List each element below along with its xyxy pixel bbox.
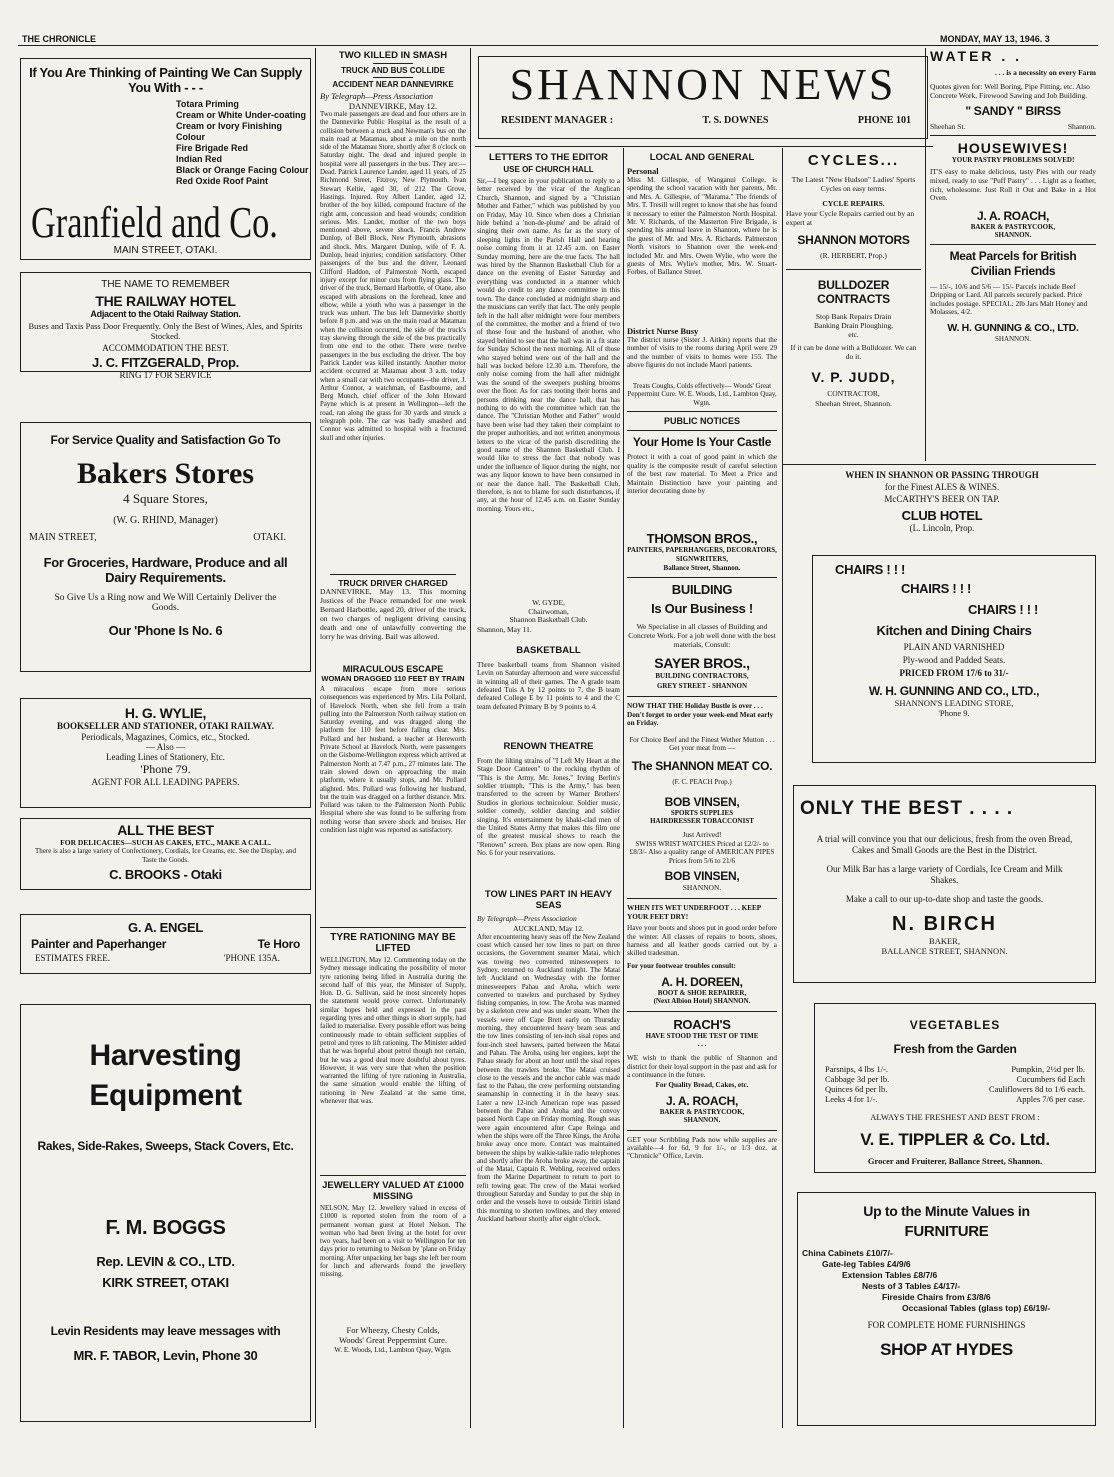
town: OTAKI. xyxy=(253,532,286,543)
local-nurse-h: District Nurse Busy xyxy=(627,326,699,336)
brooks-title: ALL THE BEST xyxy=(117,822,214,838)
engel-name: G. A. ENGEL xyxy=(128,920,203,935)
cycles-title: CYCLES... xyxy=(807,152,900,169)
price-item: Parsnips, 4 lbs 1/-. xyxy=(825,1064,889,1074)
birch-body3: Make a call to our up-to-date shop and taste the goods. xyxy=(845,894,1044,904)
club-hotel-ad xyxy=(788,470,1096,548)
cycles-prop: (R. HERBERT, Prop.) xyxy=(820,251,887,260)
birch-addr: BALLANCE STREET, SHANNON. xyxy=(881,946,1008,956)
hydes-items xyxy=(798,1248,1095,1314)
price-row xyxy=(825,1094,1085,1104)
water-name: " SANDY " BIRSS xyxy=(965,104,1061,118)
cycles-body: The Latest "New Hudson" Ladies' Sports Cycles on easy terms. xyxy=(791,175,916,193)
letters-h1: LETTERS TO THE EDITOR xyxy=(489,152,608,163)
railway-ring: RING 17 FOR SERVICE xyxy=(119,370,212,380)
woods-line2: Woods' Great Peppermint Cure. xyxy=(338,1335,448,1345)
tyre-h1: TYRE RATIONING MAY BE LIFTED xyxy=(330,932,456,954)
doreen-name: A. H. DOREEN, xyxy=(661,974,743,989)
cycles-name: SHANNON MOTORS xyxy=(797,233,910,247)
item: Totara Priming xyxy=(176,99,239,109)
sign3: Shannon Basketball Club. xyxy=(509,615,588,625)
tow-place: AUCKLAND, May 12. xyxy=(513,923,584,933)
sayer-body: We Specialise in all classes of Building and Concrete Work. For a job well done with the best materials, Consult: xyxy=(628,622,776,650)
parcels-town: SHANNON. xyxy=(995,334,1031,343)
renown-body: From the lilting strains of "I Left My Heart at the Stage Door Canteen" to the rocking rhythm of "This is the Army, Mr. Jones," Irving Berlin's soldier triumph, "This is the Army," has been transferred to the screen by Warner Brothers' Studios in glorious technicolour. Soldier music, soldier comedy, soldier dancing and soldier singing. It's entertainment by khaki-clad men of the United States Army that makes this film one of the greatest musical shows to reach the "Renown" screen. Box plans are now open. Ring No. 6 for your reservations. xyxy=(477,756,620,858)
railway-line1: THE NAME TO REMEMBER xyxy=(101,279,230,290)
item: Fire Brigade Red xyxy=(176,143,249,153)
boggs-title1: Harvesting xyxy=(89,1039,242,1072)
granfield-name: Granfield and Co. xyxy=(31,198,278,247)
truck-h1: TRUCK DRIVER CHARGED xyxy=(338,578,448,588)
vinsen-name: BOB VINSEN, xyxy=(664,795,740,809)
vinsen-name2: BOB VINSEN, xyxy=(664,869,740,884)
vinsen-arrived: Just Arrived! xyxy=(682,829,722,839)
wylie-agent: AGENT FOR ALL LEADING PAPERS. xyxy=(91,777,240,787)
bulldozer-items: Stop Bank Repairs Drain Banking Drain Ploughing, etc. xyxy=(814,312,893,339)
roach-sub: HAVE STOOD THE TEST OF TIME . . . xyxy=(645,1031,759,1049)
renown-h1: RENOWN THEATRE xyxy=(503,740,594,752)
price-row xyxy=(825,1064,1085,1074)
chairs-ad xyxy=(812,555,1096,763)
cycles-body2: Have your Cycle Repairs carried out by an expert at xyxy=(786,209,915,227)
local-body: Miss M. Gillespie, of Wanganui College, is spending the school vacation with her parents, Mr. and Mrs. A. Gillespie, of "Marama." The friends of Mrs. T. Tresill will regret to know that she has found it necessary to enter the Palmerston North Hospital. Mr. V. Richards, of the Masterton Fire Brigade, is spending his annual leave in Shannon, where he is the guest of Mr. and Mrs. A. Richards. Palmerston North visitors to Shannon over the week-end included Mr. and Mrs. Owen Wylie, who were the guests of Mrs. Wylie's mother, Mrs. W. Stuart-Forbes, of Ballance Street. xyxy=(627,176,777,277)
furniture-item: Extension Tables £8/7/6 xyxy=(842,1270,938,1280)
col2 xyxy=(320,50,466,1430)
chairs-name: W. H. GUNNING AND CO., LTD., xyxy=(868,684,1040,698)
bulldozer-line: If it can be done with a Bulldozer. We can do it. xyxy=(790,343,917,361)
engel-est-row xyxy=(21,953,310,963)
wylie-sub: BOOKSELLER AND STATIONER, OTAKI RAILWAY. xyxy=(56,721,275,731)
club-name: CLUB HOTEL xyxy=(901,508,983,523)
doreen-line2: For your footwear troubles consult: xyxy=(627,961,736,970)
bakers-phone: Our 'Phone Is No. 6 xyxy=(108,623,223,638)
brooks-line2: There is also a large variety of Confectionery, Cordials, Ice Creams, etc. See the Display, and Taste the Goods. xyxy=(35,847,296,864)
brooks-line1: FOR DELICACIES—SUCH AS CAKES, ETC., MAKE A CALL. xyxy=(60,838,271,847)
boggs-ad xyxy=(20,1004,311,1422)
jewel-h1: JEWELLERY VALUED AT £1000 MISSING xyxy=(322,1180,464,1202)
page-number: 3 xyxy=(1044,34,1050,44)
bakers-name: Bakers Stores xyxy=(77,457,254,490)
truck-body: DANNEVIRKE, May 13. This morning Justices of the Peace remanded for one week Bernard Harbottle, aged 20, driver of the truck, on two charges of negligent driving causing death and one of unlawfully converting the lorry he was driving. Bail was allowed. xyxy=(320,587,466,641)
furniture-item: China Cabinets £10/7/- xyxy=(802,1248,893,1258)
bakers-stores-ad xyxy=(20,422,311,672)
birch-sub: BAKER, xyxy=(929,936,960,946)
wylie-name: H. G. WYLIE, xyxy=(124,705,207,721)
bakers-mgr: (W. G. RHIND, Manager) xyxy=(113,515,218,526)
sayer-title2: Is Our Business ! xyxy=(651,601,753,617)
price-item: Apples 7/6 per case. xyxy=(1016,1094,1085,1104)
wylie-phone: 'Phone 79. xyxy=(140,762,191,776)
birch-body2: Our Milk Bar has a large variety of Cordials, Ice Cream and Milk Shakes. xyxy=(826,864,1063,885)
hydes-title2: FURNITURE xyxy=(904,1223,989,1240)
sayer-sub: BUILDING CONTRACTORS, xyxy=(655,672,749,681)
est: ESTIMATES FREE. xyxy=(35,953,111,963)
bakers-address xyxy=(21,526,310,543)
vinsen-town: SHANNON. xyxy=(682,883,722,893)
furniture-item: Gate-leg Tables £4/9/6 xyxy=(822,1259,911,1269)
tow-by: By Telegraph—Press Association xyxy=(477,913,577,923)
water-sub: . . . is a necessity on every Farm xyxy=(994,68,1096,77)
bakers-sub: 4 Square Stores, xyxy=(123,491,208,506)
price-row xyxy=(825,1084,1085,1094)
veg-prices xyxy=(815,1064,1095,1104)
col5 xyxy=(786,152,921,464)
veg-name: V. E. TIPPLER & Co. Ltd. xyxy=(860,1130,1050,1149)
smash-h2: TRUCK AND BUS COLLIDE xyxy=(341,66,445,75)
chairs-c1: CHAIRS ! ! ! xyxy=(835,562,906,577)
thomson-title: Your Home Is Your Castle xyxy=(632,435,772,450)
club-line1: WHEN IN SHANNON OR PASSING THROUGH xyxy=(845,470,1039,480)
meat-prop: (F. C. PEACH Prop.) xyxy=(672,778,732,786)
boggs-items: Rakes, Side-Rakes, Sweeps, Stack Covers, Etc. xyxy=(37,1139,294,1153)
letters-body: Sir,—I beg space in your publication to reply to a letter received by the vicar of the Anglican Church, Shannon, and signed by a "Christian Mother and Father," which was published by you on Friday, May 10. Since when does a Christian hide behind a 'non-de-plume' and be afraid of singing their own name. As far as the story of sleeping lights in the Parish Hall and hearing noise coming from it at 12.45 a.m. on Easter Sunday morning, here are the true facts. The hall was hired by the Shannon Basketball Club for a dance on the evening of Easter Saturday and everything was conducted in a manner which would do credit to any dance committee in this town. The dance concluded at midnight sharp and the musicians can verify that fact. The only people left in the hall after midnight were four members of the committee, the mother and a friend of two of those four and the husband of another, who stayed behind to see that the hall was in a fit state for Sunday School the next morning. All of those who stayed behind were out of the hall and the hall was locked before 12.30 a.m. Therefore, the only noise coming from the hall after midnight was the sound of the sweepers pushing brooms over the floor. As for cars tooting their horns and persons drinking near the dance hall, that has nothing to do with the committee which ran the dance. The "Christian Mother and Father" would have been wise had they taken their complaint to the proper authorities, and not written anonymous letters to the vicar of the parish discrediting the good name of the Shannon Basketball Club. I would like to stress the fact that nobody was under the influence of liquor during the night, nor was any liquor known to have been consumed in or near the dance hall. The Basketball Club, therefore, is not to blame for such disturbances, if any, at the hour of 12.45 a.m. on Easter Sunday morning. Yours etc., xyxy=(477,177,620,513)
shannon-title: SHANNON NEWS xyxy=(509,60,897,109)
smash-h3: ACCIDENT NEAR DANNEVIRKE xyxy=(332,80,454,89)
notices-h1: PUBLIC NOTICES xyxy=(663,416,740,427)
water-addr xyxy=(930,122,1096,131)
doreen-line1: WHEN ITS WET UNDERFOOT . . . KEEP YOUR FEET DRY! xyxy=(627,904,761,921)
sayer-title1: BUILDING xyxy=(671,582,733,598)
basket-h1: BASKETBALL xyxy=(516,644,581,656)
engel-ad xyxy=(20,914,311,974)
col4 xyxy=(627,152,777,1427)
boggs-street: KIRK STREET, OTAKI xyxy=(102,1275,229,1290)
railway-hotel-ad xyxy=(20,272,311,380)
bulldozer-sub: CONTRACTOR, xyxy=(827,389,880,398)
club-line3: McCARTHY'S BEER ON TAP. xyxy=(884,494,1000,504)
housewives-sub2: BAKER & PASTRYCOOK, SHANNON. xyxy=(970,222,1056,240)
brooks-name: C. BROOKS - Otaki xyxy=(109,867,222,882)
item: Red Oxide Roof Paint xyxy=(176,176,269,186)
railway-text: Buses and Taxis Pass Door Frequently. Only the Best of Wines, Ales, and Spirits Stocked. xyxy=(28,321,303,341)
boggs-rep: Rep. LEVIN & CO., LTD. xyxy=(96,1254,235,1269)
engel-trade-row xyxy=(21,935,310,953)
bakers-line2: For Groceries, Hardware, Produce and all Dairy Requirements. xyxy=(43,555,288,585)
chairs-sub: SHANNON'S LEADING STORE, xyxy=(894,698,1014,708)
tow-body: After encountering heavy seas off the New Zealand coast which caused her tow lines to part on three occasions, the Government steamer Matai, which was towing two converted minesweepers to Sydney, returned to Auckland tonight. The Matai left Auckland on Wednesday with the former minesweepers Pahau and Aroha, which were converted to trawlers and purchased by Sydney fishing companies, in tow. The Aroha was manned by a skeleton crew and was under steam. When the vessels were off Cape Brett early on Thursday morning, they encountered heavy beam seas and the tow lines consisting of ten-inch sisal ropes and four-inch steel hawsers, parted between the Matai and Pahau. The Aroha, using her engines, kept the Pahau steady for about an hour until the sisal ropes between the trawlers broke. The Matai cruised close to the vessels and the anchor cable was made fast to the Pahau, the crew performing outstanding seamanship in connecting it in the heavy seas. Later a new 12-inch American rope was passed between the Pahau and Aroha and the convoy passed North Cape on Friday morning. Rough seas were again encountered after Cape Reinga and when the ships were off the Three Kings, the Aroha broke away once more. Contact was maintained between the ships by walkie-talkie radio telephones and shortly after the Aroha broke away, the captain of the Matai, Captain R. Webling, received orders from the Marine Department to return to port to refit towing gear. The crew of the Matai worked throughout Saturday and Sunday to put the ship in order and the vessels hove to outside Tiritiri island this morning to shorten towlines, and they entered Auckland harbour shortly after eight o'clock. xyxy=(477,933,620,1223)
phone: 'PHONE 135A. xyxy=(223,953,280,963)
town: Shannon. xyxy=(1067,122,1096,131)
price-item: Cabbage 3d per lb. xyxy=(825,1074,890,1084)
local-nurse: The district nurse (Sister J. Aitkin) reports that the number of visits to the rooms during April were 29 and the number of visits to homes were 155. The above figures do not include Maori patients. xyxy=(627,336,777,370)
price-item: Cauliflowers 8d to 1/6 each. xyxy=(988,1084,1085,1094)
birch-title: ONLY THE BEST . . . . xyxy=(800,798,1014,819)
wylie-text: Periodicals, Magazines, Comics, etc., Stocked. xyxy=(81,732,250,742)
pads-text: GET your Scribbling Pads now while supplies are available—4 for 6d, 9 for 1/-, or 1/3 doz. at "Chronicle" Office, Levin. xyxy=(627,1135,777,1161)
meat-line1: NOW THAT THE Holiday Bustle is over . . . Don't forget to order your week-end Meat early on Friday. xyxy=(627,702,774,728)
item: Cream or White Under-coating xyxy=(176,110,307,120)
hydes-name: SHOP AT HYDES xyxy=(880,1340,1013,1359)
wylie-ad xyxy=(20,698,311,808)
manager-label: RESIDENT MANAGER : xyxy=(501,115,614,126)
roach-body: WE wish to thank the public of Shannon and district for their loyal support in the past and ask for a continuance in the future. xyxy=(627,1054,777,1080)
roach-title: ROACH'S xyxy=(673,1016,731,1032)
roach-name: J. A. ROACH, xyxy=(666,1093,738,1108)
cycles-line: CYCLE REPAIRS. xyxy=(822,199,885,208)
veg-title: VEGETABLES xyxy=(909,1018,1001,1032)
col3 xyxy=(477,152,620,1427)
tow-h1: TOW LINES PART IN HEAVY SEAS xyxy=(484,888,613,911)
local-h1: LOCAL AND GENERAL xyxy=(649,152,755,163)
escape-h2: WOMAN DRAGGED 110 FEET BY TRAIN xyxy=(321,674,465,683)
shannon-phone: PHONE 101 xyxy=(857,115,911,126)
thomson-addr: Ballance Street, Shannon. xyxy=(663,564,741,573)
bulldozer-name: V. P. JUDD, xyxy=(811,369,896,385)
item: Indian Red xyxy=(176,154,223,164)
boggs-tabor: MR. F. TABOR, Levin, Phone 30 xyxy=(73,1348,258,1363)
tyre-body: WELLINGTON, May 12. Commenting today on the Sydney message indicating the possibility of motor tyre rationing being lifted in Australia during the second half of this year, the Minister of Supply, Hon. D. G. Sullivan, said he most sincerely hopes the statement would prove correct. Unfortunately similar hopes held and expressed in the past regarding tyres and other things in short supply, had failed to materialise. Every possible effort was being continuously made to obtain sufficient supplies of petrol and tyres to lift rationing. The Minister added that he was hopeful about petrol though not certain, but he was a good deal more doubtful about tyres. However, it was very sure that when the position warranted the lifting of tyre rationing in Australia, the same situation would enable the lifting of rationing in New Zealand at the same time, whenever that was. xyxy=(320,957,466,1106)
bakers-line1: For Service Quality and Satisfaction Go To xyxy=(50,433,281,447)
sign1: W. GYDE, xyxy=(532,598,565,607)
price-item: Leeks 4 for 1/-. xyxy=(825,1094,878,1104)
club-prop: (L. Lincoln, Prop. xyxy=(909,523,975,533)
shannon-news-banner xyxy=(478,56,928,139)
granfield-items xyxy=(176,99,310,187)
local-treats: Treats Coughs, Colds effectively— Woods' Great Peppermint Cure. W. E. Woods, Ltd., Lambton Quay, Wgtn. xyxy=(627,382,777,407)
smash-h1: TWO KILLED IN SMASH xyxy=(338,50,448,61)
price-row xyxy=(825,1074,1085,1084)
brooks-ad xyxy=(20,818,311,890)
granfield-address: MAIN STREET, OTAKI. xyxy=(113,245,218,256)
hydes-line: FOR COMPLETE HOME FURNISHINGS xyxy=(867,1320,1026,1330)
wylie-also: — Also — xyxy=(145,742,185,752)
wylie-text2: Leading Lines of Stationery, Etc. xyxy=(106,752,225,762)
price-item: Quinces 6d per lb. xyxy=(825,1084,888,1094)
price-item: Pumpkin, 2½d per lb. xyxy=(1011,1064,1085,1074)
date: MONDAY, MAY 13, 1946. xyxy=(940,34,1043,44)
escape-body: A miraculous escape from more serious consequences was experienced by Mrs. Lila Pollard, of Havelock North, when she fell from a train pulling into the Palmerston North railway station on Saturday evening, and was dragged along the platform for 110 feet before falling clear. Mrs. Pollard and her husband, a teacher at Hereworth Private School at Havelock North, were passengers on the Gisborne-Wellington express which arrived at Palmerston North at 7.47 p.m., 27 minutes late. The train slowed down on approaching the main platform, where it usually stops, and Mr. Pollard alighted. Mrs. Pollard was following her husband, but the train was dragged on a further distance. Mrs. Pollard was taken to the Palmerston North Public Hospital where she was found to be suffering from nothing worse than severe shock and bruises. Her condition last night was reported as satisfactory. xyxy=(320,686,466,835)
jewel-body: NELSON, May 12. Jewellery valued in excess of £1000 is reported stolen from the room of a permanent woman guest at Hotel Nelson. The woman who had been living at the hotel for over two years, had been on a visit to Wellington for ten days prior to returning to Nelson by 'plane on Friday morning. After unpacking her bags she left her room for lunch and afterwards found the jewellery missing. xyxy=(320,1205,466,1279)
letters-date: Shannon, May 11. xyxy=(477,624,532,634)
railway-accom: ACCOMMODATION THE BEST. xyxy=(102,343,229,353)
chairs-l1: PLAIN AND VARNISHED xyxy=(903,642,1005,652)
housewives-sub: YOUR PASTRY PROBLEMS SOLVED! xyxy=(951,156,1075,164)
parcels-title: Meat Parcels for British Civilian Friends xyxy=(949,248,1077,278)
water-title: WATER . . xyxy=(930,48,1023,64)
woods-line1: For Wheezy, Chesty Colds, xyxy=(346,1325,440,1335)
price-item: Cucumbers 6d Each xyxy=(1016,1074,1085,1084)
town: Te Horo xyxy=(257,937,300,951)
roach-line: For Quality Bread, Cakes, etc. xyxy=(655,1080,749,1089)
housewives-title: HOUSEWIVES! xyxy=(957,140,1069,156)
street: MAIN STREET, xyxy=(29,532,97,543)
vinsen-body: SWISS WRIST WATCHES Priced at £2/2/- to £8/3/- Also a quality range of AMERICAN PIPES Prices from 5/6 to 21/6 xyxy=(629,839,775,865)
meat-line2: For Choice Beef and the Finest Wether Mutton . . . Get your meat from — xyxy=(629,735,775,753)
masthead-left: THE CHRONICLE xyxy=(22,34,96,44)
furniture-item: Occasional Tables (glass top) £6/19/- xyxy=(902,1303,1051,1313)
doreen-body: Have your boots and shoes put in good order before the winter. All classes of repairs to boots, shoes, harness and all leather goods carried out by a skilled tradesman. xyxy=(627,924,777,958)
vegetables-ad xyxy=(814,1003,1096,1173)
boggs-name: F. M. BOGGS xyxy=(105,1217,226,1239)
col6 xyxy=(930,48,1096,460)
housewives-name: J. A. ROACH, xyxy=(977,208,1049,223)
bulldozer-addr: Sheehan Street, Shannon. xyxy=(815,399,892,408)
trade: Painter and Paperhanger xyxy=(31,937,167,951)
masthead-date xyxy=(940,34,1050,44)
veg-sub: Fresh from the Garden xyxy=(893,1042,1017,1056)
furniture-item: Fireside Chairs from £3/8/6 xyxy=(882,1292,991,1302)
sign2: Chairwoman, xyxy=(528,606,569,616)
letters-h2: USE OF CHURCH HALL xyxy=(503,165,594,174)
smash-body: Two male passengers are dead and four others are in the Dannevirke Public Hospital as the result of a collision between a truck and Newman's bus on the main road at Matamau, about a mile on the north side of the Matamau Store, shortly after 8 o'clock on Saturday night. The dead and injured people in hospital were all passengers in the bus. They are:— Dead. Patrick Laurence Lander, aged 11 years, of 25 Richmond Street, Fitzroy, New Plymouth. Ivan Stewart Keltie, aged 30, of 212 The Grove, Hastings. Injured. Roy Albert Lander, aged 12, brother of the boy killed, compound fracture of the right arm, concussion and head wounds; condition serious. Mrs. Lander, mother of the two boys mentioned above, severe shock. Francis Andrew Dunlop, of Bell Block, New Plymouth, abrasions and shock. Mrs. Margaret Dunlop, wife of F. A. Dunlop, head injuries; condition satisfactory. Other passengers of the bus and the driver, Leonard Clifford Haddon, of Palmerston North, escaped injury except for minor cuts from flying glass. The driver of the truck, Bernard Harbottle, of Otane, also escaped with abrasions on the forehead, knee and elbow, while a youth who was a passenger in the truck was unhurt. The bus left Dannevirke shortly before 8 p.m. and was on the main road at Matamau when the collision occurred, the side of the truck's tray skewing through the side of the bus practically from one end to the other. There were twelve passengers in the bus excluding the driver. The boy Patrick Lander was killed instantly. Another motor accident occurred at Matamau about 3 a.m. today when a small car with two occupants—the driver, J. Arthur Connor, a watchman, of Eastbourne, and Berg Munch, chief officer of the John Howard Payne which is at present in Wellington—left the road, ran along the grass for 30 yards and struck a telegraph pole. The car was badly smashed and Connor was admitted to hospital with a fractured skull and other injuries. xyxy=(320,111,466,442)
item: Black or Orange Facing Colour xyxy=(176,165,309,175)
escape-h1: MIRACULOUS ESCAPE xyxy=(342,664,444,674)
hydes-title1: Up to the Minute Values in xyxy=(863,1203,1030,1219)
thomson-body: Protect it with a coat of good paint in which the quality is the composite result of careful selection of the best raw material. To Meet a Price and Maintain Distinction have your painting and interior decorating done by xyxy=(627,453,777,496)
smash-place: DANNEVIRKE, May 12. xyxy=(348,101,438,111)
birch-name: N. BIRCH xyxy=(892,913,997,935)
roach-sub2: BAKER & PASTRYCOOK, SHANNON. xyxy=(659,1107,745,1125)
street: Sheehan St. xyxy=(930,122,966,131)
boggs-levin: Levin Residents may leave messages with xyxy=(50,1324,281,1338)
veg-sub2: Grocer and Fruiterer, Ballance Street, Shannon. xyxy=(867,1156,1043,1166)
chairs-l2: Ply-wood and Padded Seats. xyxy=(902,655,1006,665)
sayer-addr: GREY STREET - SHANNON xyxy=(656,682,748,691)
sayer-name: SAYER BROS., xyxy=(654,655,750,672)
granfield-ad xyxy=(20,58,311,260)
chairs-title: Kitchen and Dining Chairs xyxy=(876,623,1032,638)
chairs-c2: CHAIRS ! ! ! xyxy=(901,581,972,596)
vinsen-sub: SPORTS SUPPLIES HAIRDRESSER TOBACCONIST xyxy=(650,809,754,826)
meat-name: The SHANNON MEAT CO. xyxy=(631,759,773,773)
veg-line: ALWAYS THE FRESHEST AND BEST FROM : xyxy=(870,1112,1040,1122)
item: Cream or Ivory Finishing Colour xyxy=(176,121,283,142)
thomson-sub: PAINTERS, PAPERHANGERS, DECORATORS, SIGNWRITERS, xyxy=(627,546,777,563)
hydes-ad xyxy=(797,1192,1096,1426)
parcels-name: W. H. GUNNING & CO., LTD. xyxy=(947,321,1079,334)
boggs-title2: Equipment xyxy=(89,1079,242,1112)
water-body: Quotes given for: Well Boring, Pipe Fitting, etc. Also Concrete Work, Firewood Sawing and Job Building. xyxy=(930,82,1090,100)
woods-ad xyxy=(320,1325,466,1355)
chairs-c3: CHAIRS ! ! ! xyxy=(968,602,1039,617)
smash-by: By Telegraph—Press Association xyxy=(320,91,434,101)
basket-body: Three basketball teams from Shannon visited Levin on Saturday afternoon and were successful in winning all of their games. The A grade team defeated Tuis A by 12 points to 7, the B team defeated College E by 11 points to 4 and the C team defeated Primary B by 9 points to 4. xyxy=(477,660,620,711)
parcels-body: — 15/-, 10/6 and 5/6 — 15/- Parcels include Beef Dripping or Lard. All parcels securely packed. Price includes postage. SPECIAL: 2lb Jars Malt Honey and Molasses, 4/2. xyxy=(930,281,1088,317)
shannon-manager-row xyxy=(479,109,927,126)
letters-signature xyxy=(477,599,620,625)
club-line2: for the Finest ALES & WINES. xyxy=(884,482,1000,492)
thomson-name: THOMSON BROS., xyxy=(646,531,758,547)
furniture-item: Nests of 3 Tables £4/17/- xyxy=(862,1281,961,1291)
chairs-phone: 'Phone 9. xyxy=(938,708,970,718)
local-personal: Personal xyxy=(627,166,659,176)
chairs-l3: PRICED FROM 17/6 to 31/- xyxy=(899,668,1009,678)
manager-name: T. S. DOWNES xyxy=(702,115,769,126)
woods-line3: W. E. Woods, Ltd., Lambton Quay, Wgtn. xyxy=(334,1346,452,1354)
bakers-line3: So Give Us a Ring now and We Will Certainly Deliver the Goods. xyxy=(54,593,277,613)
railway-name: THE RAILWAY HOTEL xyxy=(95,293,236,309)
birch-ad xyxy=(793,785,1096,983)
railway-sub: Adjacent to the Otaki Railway Station. xyxy=(90,309,241,319)
doreen-sub: BOOT & SHOE REPAIRER, (Next Albion Hotel) SHANNON. xyxy=(653,988,751,1006)
housewives-body: IT'S easy to make delicious, tasty Pies with our ready mixed, ready to use "Puff Pastry" . . . Light as a feather, rich, wholesome. Just Roll it Out and Bake in a Hot Oven. xyxy=(930,167,1096,203)
granfield-title: If You Are Thinking of Painting We Can Supply You With - - - xyxy=(29,65,302,95)
railway-prop: J. C. FITZGERALD, Prop. xyxy=(92,355,239,370)
bulldozer-title: BULLDOZER CONTRACTS xyxy=(817,278,890,306)
birch-body: A trial will convince you that our delicious, fresh from the oven Bread, Cakes and Small Goods are the Best in the District. xyxy=(816,834,1073,855)
